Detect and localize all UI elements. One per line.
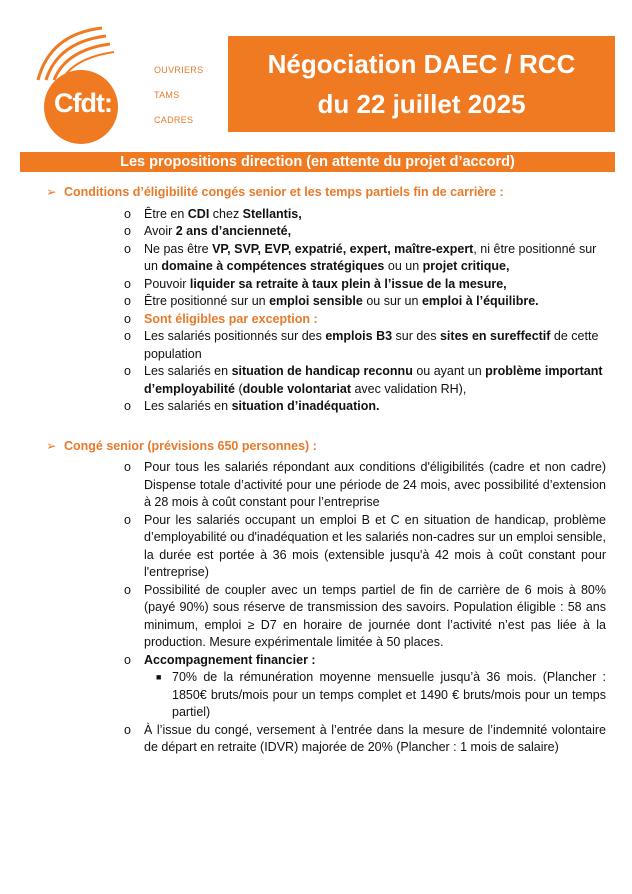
list-item-text: Les salariés en (144, 399, 232, 413)
list-item-text: ou sur un (362, 294, 422, 308)
circle-bullet-icon: o (124, 224, 131, 238)
circle-bullet-icon: o (124, 329, 131, 343)
title-box (228, 36, 615, 132)
exception-header-list (46, 311, 606, 329)
list-item-text: domaine à compétences stratégiques (161, 259, 385, 273)
list-item-text: ou un (384, 259, 423, 273)
title-line-1: Négociation DAEC / RCC (267, 49, 576, 79)
list-item (124, 722, 606, 757)
list-item-text: Avoir (144, 224, 176, 238)
list-item (156, 669, 606, 722)
list-item-text: sur des (392, 329, 440, 343)
list-item-text: VP, SVP, EVP, expatrié, expert, maître-expert (212, 241, 474, 256)
list-item-text: Pouvoir (144, 276, 190, 291)
list-item (124, 311, 606, 329)
title-line-2: du 22 juillet 2025 (317, 89, 526, 119)
list-item-text: situation de handicap reconnu (231, 364, 413, 378)
conge-item: Pour tous les salariés répondant aux conditions d'éligibilités (cadre et non cadre) Dispense totale d’activité pour une période de 24 mois, avec possibilité d’extension à 28 mois à coût constant pour l’entreprise (144, 460, 606, 509)
circle-bullet-icon: o (124, 276, 131, 291)
list-item-text: emploi sensible (269, 294, 363, 308)
circle-bullet-icon: o (124, 206, 131, 221)
list-item-text: chez (209, 206, 243, 221)
list-item (124, 459, 606, 512)
arrow-bullet-icon: ➢ (46, 185, 57, 199)
content (46, 180, 606, 757)
list-item-text: emploi à l’équilibre. (421, 294, 539, 308)
cfdt-logo (30, 22, 150, 132)
list-item (124, 223, 606, 241)
logo-category: OUVRIERS (154, 65, 204, 75)
circle-bullet-icon: o (124, 512, 131, 527)
list-item-text: Les salariés en (144, 364, 232, 378)
list-item-text: Stellantis, (242, 206, 302, 221)
financial-label: Accompagnement financier : (144, 652, 316, 667)
list-item (124, 398, 606, 416)
circle-bullet-icon: o (124, 241, 131, 256)
list-item-text: de cette population (144, 329, 599, 361)
list-item-text: Ne pas être (144, 241, 213, 256)
circle-bullet-icon: o (124, 294, 131, 308)
circle-bullet-icon: o (124, 399, 131, 413)
list-item-text: CDI (187, 206, 210, 221)
list-item (124, 363, 606, 398)
conge-list (46, 459, 606, 757)
list-item (124, 512, 606, 582)
list-item-text: double volontariat (242, 381, 351, 396)
financial-sub-item: 70% de la rémunération moyenne mensuelle jusqu’à 36 mois. (Plancher : 1850€ bruts/mois pour un temps complet et 1490 € bruts/mois pour un temps partiel) (172, 670, 606, 719)
list-item-text: Être positionné sur un (144, 294, 270, 308)
list-item-text: , ni être positionné sur un (144, 241, 597, 273)
list-item (124, 293, 606, 311)
list-item (124, 241, 606, 276)
conge-heading (46, 438, 606, 456)
logo-category: TAMS (154, 90, 180, 100)
list-item (124, 276, 606, 294)
list-item (124, 652, 606, 722)
list-item-text: projet critique, (422, 259, 510, 273)
conge-heading-text: Congé senior (prévisions 650 personnes) : (64, 438, 317, 453)
arrow-bullet-icon: ➢ (46, 438, 57, 453)
logo-category: CADRES (154, 115, 194, 125)
conge-item: Possibilité de coupler avec un temps partiel de fin de carrière de 6 mois à 80% (payé 90%) sous réserve de transmission des savoirs. Population éligible : 58 ans minimum, emploi ≥ D7 en horaire de journée dont l’activité n’est pas liée à la production. Mesure expérimentale limitée à 50 places. (144, 582, 606, 649)
circle-bullet-icon: o (124, 582, 131, 597)
list-item-text: avec validation RH), (350, 381, 467, 396)
list-item-text: situation d’inadéquation. (231, 399, 380, 413)
eligibility-heading-text: Conditions d’éligibilité congés senior et les temps partiels fin de carrière : (64, 185, 504, 199)
circle-bullet-icon: o (124, 652, 131, 667)
list-item-text: sites en sureffectif (439, 329, 551, 343)
list-item-text: emplois B3 (325, 329, 393, 343)
list-item-text: ou ayant un (412, 364, 486, 378)
logo-categories (154, 58, 203, 133)
list-item-text: Les salariés positionnés sur des (144, 329, 326, 343)
eligibility-heading (46, 184, 606, 202)
circle-bullet-icon: o (124, 364, 131, 378)
financial-sublist (144, 669, 606, 722)
square-bullet-icon: ■ (156, 672, 162, 682)
list-item-text: Être en (144, 206, 188, 221)
circle-bullet-icon: o (124, 722, 131, 737)
section-header: Les propositions direction (en attente du projet d’accord) (20, 152, 615, 172)
logo-text: Cfdt: (54, 88, 112, 118)
exception-label: Sont éligibles par exception : (144, 311, 318, 326)
list-item-text: ( (235, 381, 243, 396)
list-item (124, 206, 606, 224)
conge-last-item: À l’issue du congé, versement à l’entrée dans la mesure de l’indemnité volontaire de départ en retraite (IDVR) majorée de 20% (Plancher : 1 mois de salaire) (144, 722, 606, 754)
list-item-text: liquider sa retraite à taux plein à l’issue de la mesure, (189, 276, 507, 291)
list-item-text: 2 ans d’ancienneté, (175, 224, 292, 238)
circle-bullet-icon: o (124, 460, 131, 474)
circle-bullet-icon: o (124, 311, 131, 326)
list-item (124, 328, 606, 363)
list-item-text: problème important d’employabilité (144, 364, 603, 396)
exception-list (46, 328, 606, 416)
eligibility-list (46, 206, 606, 311)
list-item (124, 582, 606, 652)
conge-item: Pour les salariés occupant un emploi B et C en situation de handicap, problème d’employabilité ou d'inadéquation et les salariés non-cadres sur un emploi sensible, la durée est portée à 36 mois (extensible jusqu'à 42 mois à coût constant pour l'entreprise) (144, 512, 606, 579)
